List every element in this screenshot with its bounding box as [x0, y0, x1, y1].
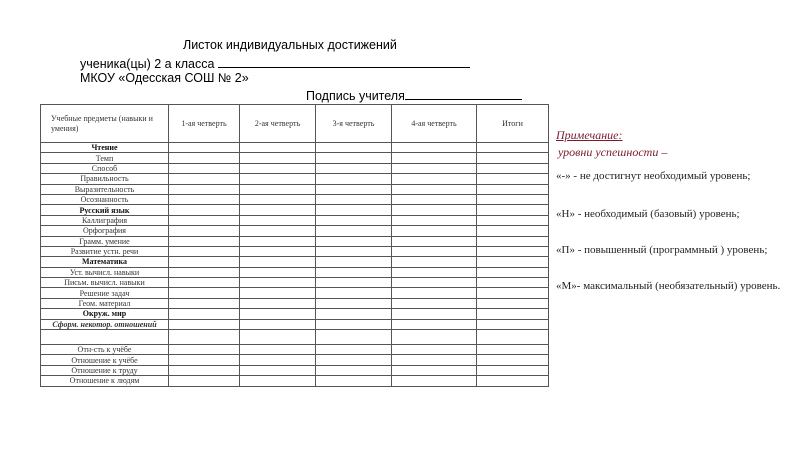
grade-cell[interactable]: [316, 143, 392, 153]
grade-cell[interactable]: [392, 298, 477, 308]
grade-cell[interactable]: [240, 194, 316, 204]
grade-cell[interactable]: [240, 330, 316, 345]
grade-cell[interactable]: [169, 278, 240, 288]
grade-cell[interactable]: [240, 345, 316, 355]
achievements-table: [40, 104, 549, 387]
grade-cell[interactable]: [316, 345, 392, 355]
grade-cell[interactable]: [477, 236, 549, 246]
subject-cell: Уст. вычисл. навыки: [41, 267, 169, 277]
subject-cell: Выразительность: [41, 184, 169, 194]
grade-cell[interactable]: [477, 215, 549, 225]
subject-cell: Математика: [41, 257, 169, 267]
student-line: [80, 55, 470, 72]
grade-cell[interactable]: [169, 355, 240, 365]
grade-cell[interactable]: [240, 309, 316, 319]
table-row: [41, 246, 549, 256]
grade-cell[interactable]: [169, 184, 240, 194]
grade-cell[interactable]: [240, 163, 316, 173]
table-row: [41, 194, 549, 204]
grade-cell[interactable]: [392, 184, 477, 194]
grade-cell[interactable]: [477, 163, 549, 173]
table-row: [41, 205, 549, 215]
grade-cell[interactable]: [240, 319, 316, 329]
grade-cell[interactable]: [392, 194, 477, 204]
grade-cell[interactable]: [477, 267, 549, 277]
table-row: [41, 226, 549, 236]
grade-cell[interactable]: [392, 246, 477, 256]
column-header: 1-ая четверть: [169, 105, 240, 143]
subject-cell: Геом. материал: [41, 298, 169, 308]
table-row: [41, 355, 549, 365]
subject-cell: Отн-сть к учёбе: [41, 345, 169, 355]
table-row: [41, 319, 549, 329]
grade-cell[interactable]: [169, 288, 240, 298]
grade-cell[interactable]: [169, 257, 240, 267]
subject-cell: Решение задач: [41, 288, 169, 298]
table-row: [41, 153, 549, 163]
grade-cell[interactable]: [477, 365, 549, 375]
grade-cell[interactable]: [169, 215, 240, 225]
grade-cell[interactable]: [240, 355, 316, 365]
grade-cell[interactable]: [240, 298, 316, 308]
grade-cell[interactable]: [240, 267, 316, 277]
grade-cell[interactable]: [169, 319, 240, 329]
grade-cell[interactable]: [169, 345, 240, 355]
grade-cell[interactable]: [316, 376, 392, 386]
grade-cell[interactable]: [477, 184, 549, 194]
grade-cell[interactable]: [392, 376, 477, 386]
grade-cell[interactable]: [169, 267, 240, 277]
subject-cell: Грамм. умение: [41, 236, 169, 246]
grade-cell[interactable]: [477, 355, 549, 365]
column-header: 4-ая четверть: [392, 105, 477, 143]
grade-cell[interactable]: [169, 309, 240, 319]
subject-cell: [41, 330, 169, 345]
subject-cell: Способ: [41, 163, 169, 173]
school-name: МКОУ «Одесская СОШ № 2»: [80, 71, 249, 85]
sheet-title: Листок индивидуальных достижений: [183, 38, 397, 52]
grade-cell[interactable]: [392, 345, 477, 355]
grade-cell[interactable]: [240, 153, 316, 163]
grade-cell[interactable]: [169, 143, 240, 153]
note-item: «М»- максимальный (необязательный) уровень.: [556, 280, 781, 292]
grade-cell[interactable]: [392, 355, 477, 365]
subject-cell: Правильность: [41, 174, 169, 184]
grade-cell[interactable]: [477, 309, 549, 319]
grade-cell[interactable]: [392, 365, 477, 375]
table-row: [41, 298, 549, 308]
table-row: [41, 365, 549, 375]
grade-cell[interactable]: [477, 205, 549, 215]
grade-cell[interactable]: [316, 163, 392, 173]
subject-cell: Осознанность: [41, 194, 169, 204]
table-header-row: [41, 105, 549, 143]
grade-cell[interactable]: [169, 330, 240, 345]
grade-cell[interactable]: [240, 184, 316, 194]
grade-cell[interactable]: [240, 205, 316, 215]
table-row: [41, 184, 549, 194]
grade-cell[interactable]: [240, 174, 316, 184]
grade-cell[interactable]: [240, 246, 316, 256]
grade-cell[interactable]: [477, 376, 549, 386]
grade-cell[interactable]: [316, 236, 392, 246]
table-row: [41, 257, 549, 267]
grade-cell[interactable]: [477, 298, 549, 308]
subject-cell: Отношение к учёбе: [41, 355, 169, 365]
grade-cell[interactable]: [392, 163, 477, 173]
grade-cell[interactable]: [392, 226, 477, 236]
grade-cell[interactable]: [240, 376, 316, 386]
subject-cell: Письм. вычисл. навыки: [41, 278, 169, 288]
grade-cell[interactable]: [477, 278, 549, 288]
grade-cell[interactable]: [240, 226, 316, 236]
subject-cell: Отношение к людям: [41, 376, 169, 386]
grade-cell[interactable]: [240, 236, 316, 246]
grade-cell[interactable]: [477, 246, 549, 256]
subject-cell: Орфография: [41, 226, 169, 236]
grade-cell[interactable]: [240, 215, 316, 225]
student-line-label: ученика(цы) 2 а класса: [80, 57, 215, 71]
grade-cell[interactable]: [316, 246, 392, 256]
grade-cell[interactable]: [477, 194, 549, 204]
grade-cell[interactable]: [169, 298, 240, 308]
grade-cell[interactable]: [477, 257, 549, 267]
grade-cell[interactable]: [240, 365, 316, 375]
grade-cell[interactable]: [392, 143, 477, 153]
grade-cell[interactable]: [169, 205, 240, 215]
subject-cell: Развитие устн. речи: [41, 246, 169, 256]
grade-cell[interactable]: [392, 174, 477, 184]
grade-cell[interactable]: [392, 330, 477, 345]
grade-cell[interactable]: [316, 267, 392, 277]
table-row: [41, 267, 549, 277]
grade-cell[interactable]: [477, 345, 549, 355]
notes-title: Примечание:: [556, 128, 623, 142]
table-row: [41, 236, 549, 246]
grade-cell[interactable]: [392, 257, 477, 267]
subject-cell: Каллиграфия: [41, 215, 169, 225]
notes-subtitle: уровни успешности –: [558, 145, 668, 159]
grade-cell[interactable]: [392, 153, 477, 163]
grade-cell[interactable]: [392, 309, 477, 319]
grade-cell[interactable]: [392, 205, 477, 215]
teacher-signature-label: Подпись учителя: [306, 89, 405, 103]
grade-cell[interactable]: [477, 174, 549, 184]
grade-cell[interactable]: [392, 267, 477, 277]
grade-cell[interactable]: [392, 319, 477, 329]
grade-cell[interactable]: [169, 376, 240, 386]
grade-cell[interactable]: [316, 174, 392, 184]
grade-cell[interactable]: [169, 236, 240, 246]
grade-cell[interactable]: [316, 194, 392, 204]
grade-cell[interactable]: [316, 309, 392, 319]
grade-cell[interactable]: [240, 278, 316, 288]
grade-cell[interactable]: [316, 288, 392, 298]
grade-cell[interactable]: [477, 288, 549, 298]
grade-cell[interactable]: [169, 194, 240, 204]
table-row: [41, 278, 549, 288]
grade-cell[interactable]: [392, 288, 477, 298]
grade-cell[interactable]: [240, 143, 316, 153]
table-row: [41, 163, 549, 173]
teacher-signature-line: [306, 87, 522, 104]
grade-cell[interactable]: [316, 355, 392, 365]
grade-cell[interactable]: [316, 153, 392, 163]
table-row: [41, 143, 549, 153]
grade-cell[interactable]: [169, 153, 240, 163]
grade-cell[interactable]: [316, 205, 392, 215]
grade-cell[interactable]: [392, 215, 477, 225]
grade-cell[interactable]: [392, 236, 477, 246]
table-row: [41, 288, 549, 298]
grade-cell[interactable]: [316, 365, 392, 375]
table-row: [41, 330, 549, 345]
note-item: «-» - не достигнут необходимый уровень;: [556, 170, 751, 182]
subject-cell: Русский язык: [41, 205, 169, 215]
note-item: «П» - повышенный (программный ) уровень;: [556, 244, 768, 256]
notes-block: [556, 128, 667, 160]
grade-cell[interactable]: [316, 319, 392, 329]
grade-cell[interactable]: [477, 330, 549, 345]
grade-cell[interactable]: [316, 257, 392, 267]
grade-cell[interactable]: [477, 319, 549, 329]
column-header: 3-я четверть: [316, 105, 392, 143]
table-row: [41, 215, 549, 225]
table-row: [41, 376, 549, 386]
grade-cell[interactable]: [316, 226, 392, 236]
grade-cell[interactable]: [169, 365, 240, 375]
column-header: 2-ая четверть: [240, 105, 316, 143]
grade-cell[interactable]: [240, 257, 316, 267]
grade-cell[interactable]: [169, 226, 240, 236]
subject-cell: Окруж. мир: [41, 309, 169, 319]
grade-cell[interactable]: [169, 174, 240, 184]
note-item: «Н» - необходимый (базовый) уровень;: [556, 208, 740, 220]
column-header: Итоги: [477, 105, 549, 143]
grade-cell[interactable]: [477, 153, 549, 163]
subject-cell: Темп: [41, 153, 169, 163]
table-row: [41, 309, 549, 319]
signature-blank: [405, 87, 522, 100]
grade-cell[interactable]: [316, 330, 392, 345]
table-row: [41, 174, 549, 184]
column-header: Учебные предметы (навыки и умения): [41, 105, 169, 143]
table-row: [41, 345, 549, 355]
grade-cell[interactable]: [316, 278, 392, 288]
subject-cell: Сформ. некотор. отношений: [41, 319, 169, 329]
grade-cell[interactable]: [477, 143, 549, 153]
grade-cell[interactable]: [316, 298, 392, 308]
grade-cell[interactable]: [392, 278, 477, 288]
grade-cell[interactable]: [240, 288, 316, 298]
grade-cell[interactable]: [169, 246, 240, 256]
student-name-blank: [218, 55, 470, 68]
grade-cell[interactable]: [169, 163, 240, 173]
grade-cell[interactable]: [477, 226, 549, 236]
subject-cell: Чтение: [41, 143, 169, 153]
grade-cell[interactable]: [316, 184, 392, 194]
grade-cell[interactable]: [316, 215, 392, 225]
subject-cell: Отношение к труду: [41, 365, 169, 375]
